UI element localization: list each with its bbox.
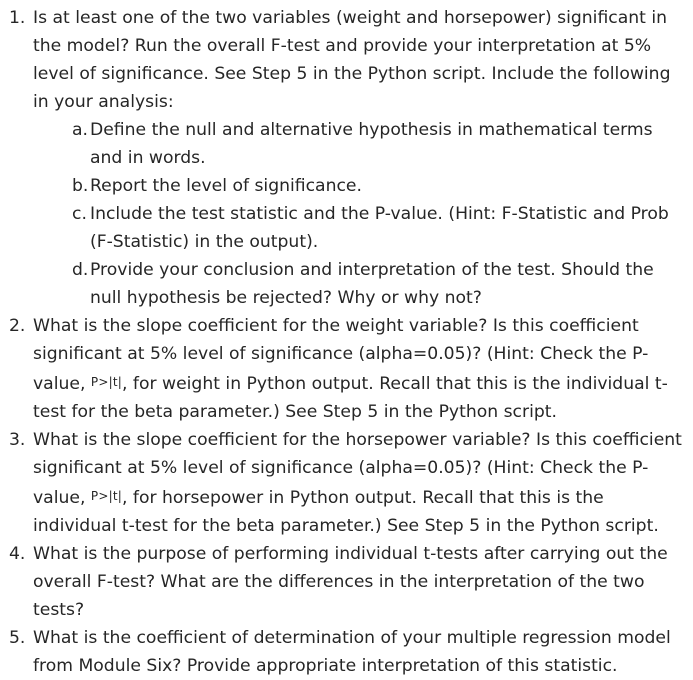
subquestion-letter: c. [72,204,87,224]
subquestion-text: Report the level of significance. [90,176,362,196]
question-list [0,4,693,680]
question-text: What is the coefficient of determination of your multiple regression model from Module Six? Provide appropriate interpretation of this statistic. [33,628,671,676]
question-text: What is the purpose of performing individual t-tests after carrying out the overall F-test? What are the differences in the interpretation of the two tests? [33,544,668,620]
question-item [0,4,693,312]
question-text: What is the slope coefficient for the weight variable? Is this coefficient significant at 5% level of significance (alpha=0.05)? (Hint: Check the P-value, [33,316,649,394]
subquestion-letter: a. [72,120,88,140]
subquestion-text: Define the null and alternative hypothesis in mathematical terms and in words. [90,120,653,168]
question-item [0,540,693,624]
subquestion-text: Provide your conclusion and interpretation of the test. Should the null hypothesis be rejected? Why or why not? [90,260,654,308]
question-text: Is at least one of the two variables (weight and horsepower) significant in the model? Run the overall F-test and provide your interpretation at 5% level of significance. See Step 5 in the Python script. Include the following in your analysis: [33,8,671,112]
subquestion-item [33,116,685,172]
subquestion-item [33,172,685,200]
question-number: 2. [9,316,26,336]
question-text: What is the slope coefficient for the horsepower variable? Is this coefficient significant at 5% level of significance (alpha=0.05)? (Hint: Check the P-value, [33,430,682,508]
subquestion-item [33,256,685,312]
question-number: 5. [9,628,26,648]
question-number: 3. [9,430,26,450]
question-item [0,426,693,540]
subquestion-item [33,200,685,256]
question-text: , for weight in Python output. Recall that this is the individual t-test for the beta parameter.) See Step 5 in the Python script. [33,374,668,422]
question-text: , for horsepower in Python output. Recall that this is the individual t-test for the beta parameter.) See Step 5 in the Python script. [33,488,659,536]
code-label: P>|t| [90,489,122,503]
question-number: 1. [9,8,26,28]
subquestion-letter: b. [72,176,89,196]
subquestion-text: Include the test statistic and the P-value. (Hint: F-Statistic and Prob (F-Statistic) in the output). [90,204,669,252]
subquestion-letter: d. [72,260,89,280]
subquestion-list [33,116,685,312]
question-item [0,312,693,426]
question-number: 4. [9,544,26,564]
question-item [0,624,693,680]
code-label: P>|t| [90,375,122,389]
